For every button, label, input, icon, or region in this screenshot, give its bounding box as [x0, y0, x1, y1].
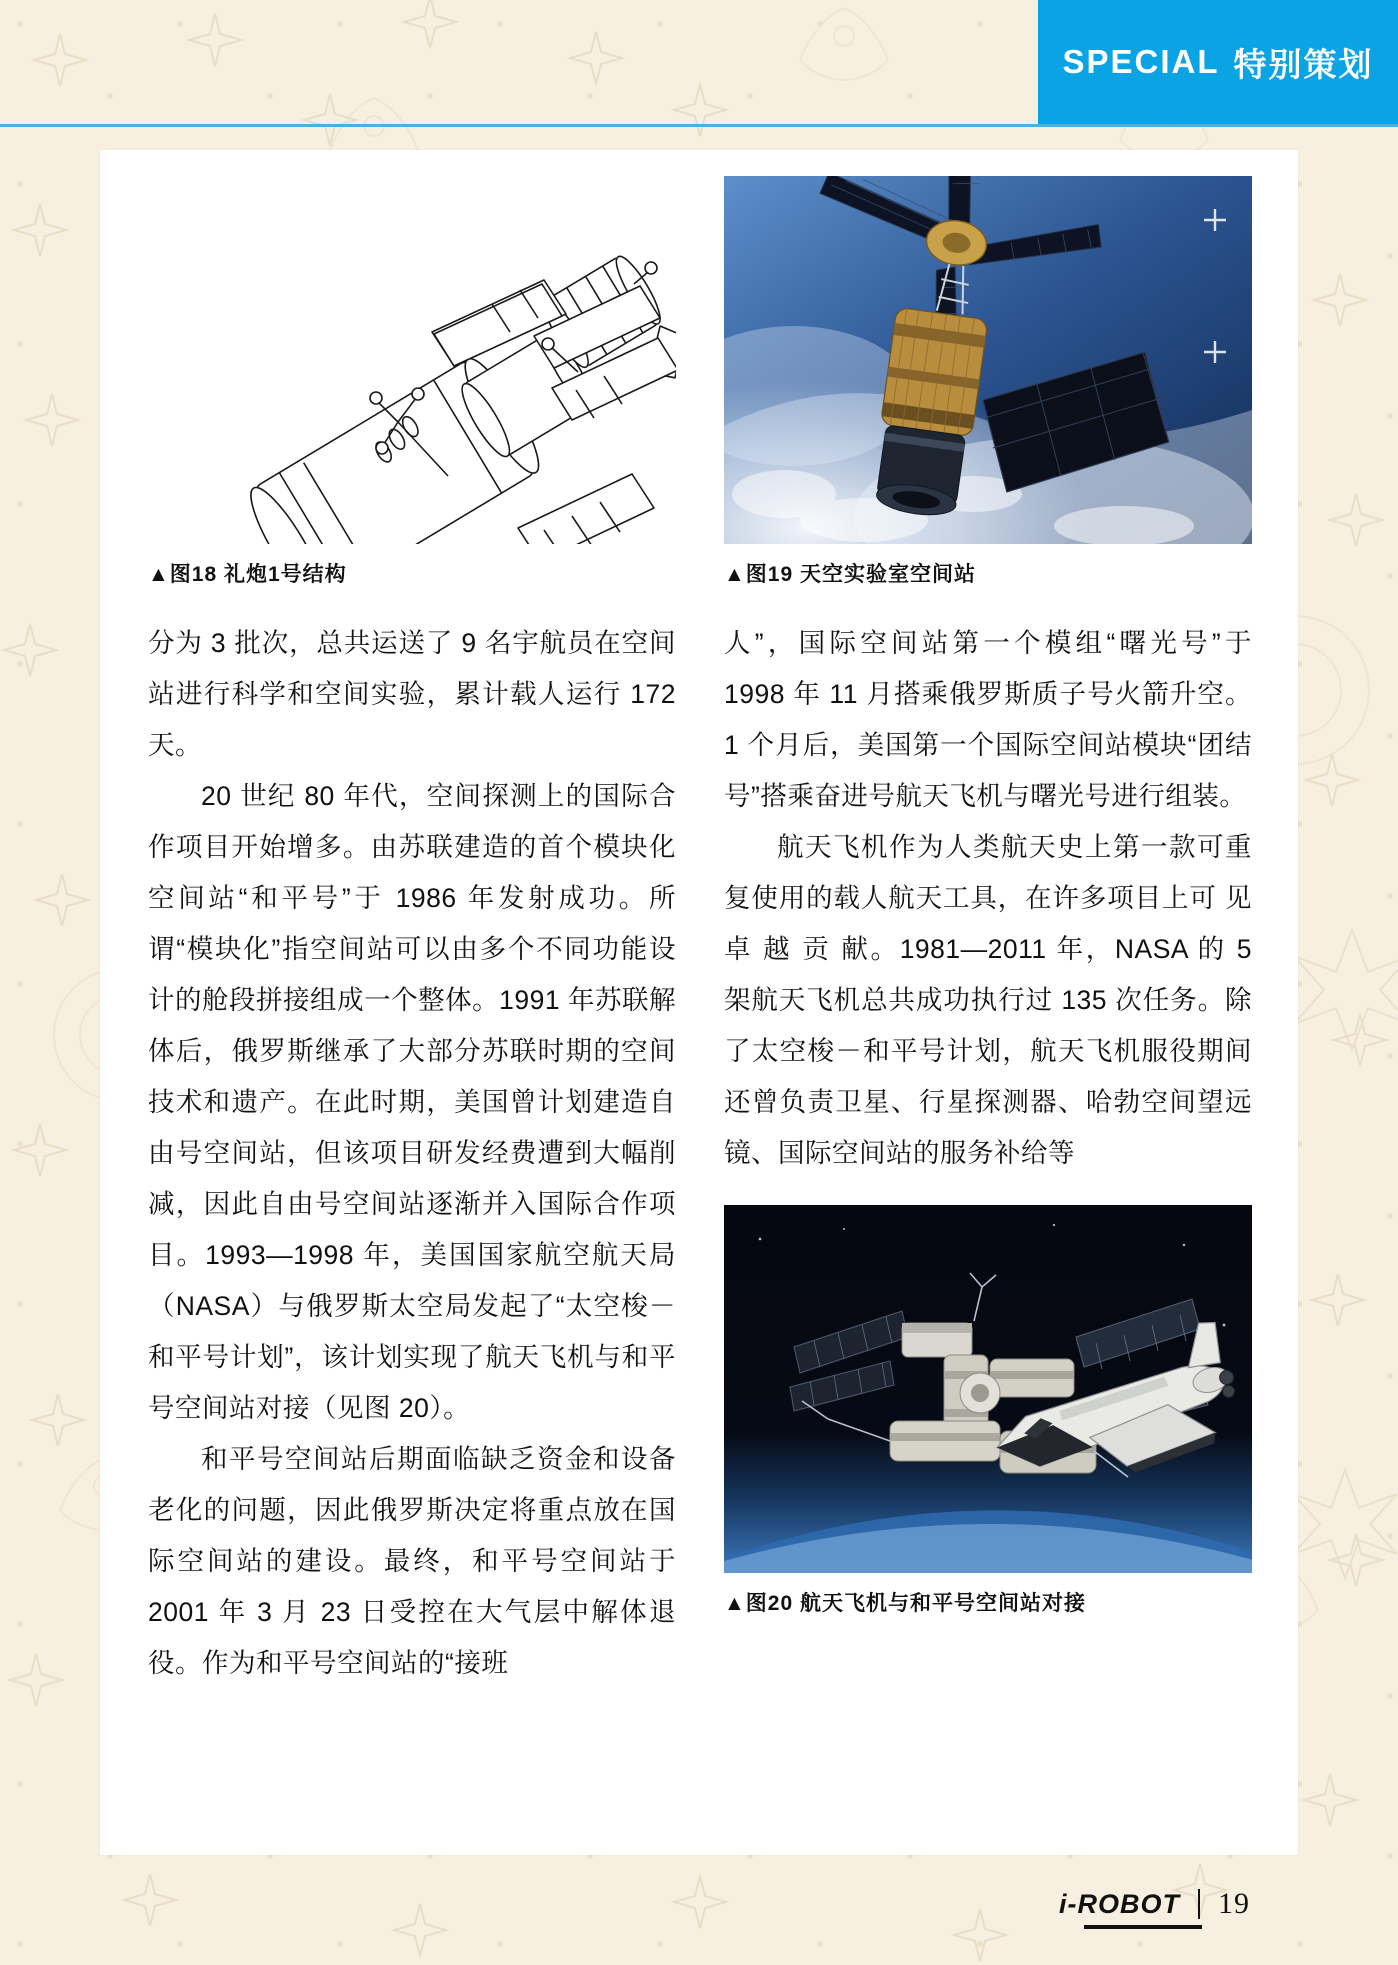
left-column — [148, 618, 676, 1689]
page-number: 19 — [1218, 1887, 1250, 1920]
paragraph: 航天飞机作为人类航天史上第一款可重复使用的载人航天工具，在许多项目上可 见 卓 越 贡 献。1981—2011 年，NASA 的 5 架航天飞机总共成功执行过 135 次任务。除了太空梭－和平号计划，航天飞机服役期间还曾负责卫星、行星探测器、哈勃空间望远镜、国际空间站的服务补给等 — [724, 832, 1252, 1168]
brand-underline — [1084, 1925, 1202, 1929]
brand-logo: i-ROBOT — [1059, 1888, 1180, 1919]
paragraph: 20 世纪 80 年代，空间探测上的国际合作项目开始增多。由苏联建造的首个模块化空间站“和平号”于 1986 年发射成功。所谓“模块化”指空间站可以由多个不同功能设计的舱段拼接组成一个整体。1991 年苏联解体后，俄罗斯继承了大部分苏联时期的空间技术和遗产。在此时期，美国曾计划建造自由号空间站，但该项目研发经费遭到大幅削减，因此自由号空间站逐渐并入国际合作项目。1993—1998 年，美国国家航空航天局（NASA）与俄罗斯太空局发起了“太空梭－和平号计划”，该计划实现了航天飞机与和平号空间站对接（见图 20）。 — [148, 781, 676, 1423]
salyut-1-structure-diagram — [148, 176, 676, 544]
figure-18-caption: ▲图18 礼炮1号结构 — [148, 563, 347, 586]
figure-19 — [724, 176, 1252, 588]
paragraph: 和平号空间站后期面临缺乏资金和设备老化的问题，因此俄罗斯决定将重点放在国际空间站的建设。最终，和平号空间站于 2001 年 3 月 23 日受控在大气层中解体退役。作为和平号空间站的“接班 — [148, 1444, 676, 1678]
shuttle-mir-docking-photo — [724, 1205, 1252, 1573]
figure-19-caption: ▲图19 天空实验室空间站 — [724, 563, 976, 586]
footer-divider — [1198, 1889, 1200, 1919]
article-content — [148, 176, 1252, 1689]
figure-20 — [724, 1205, 1252, 1617]
two-column-text — [148, 618, 1252, 1689]
figure-20-caption: ▲图20 航天飞机与和平号空间站对接 — [724, 1592, 1086, 1615]
section-tag-en: SPECIAL — [1062, 43, 1220, 80]
page-header — [0, 0, 1398, 126]
right-column — [724, 618, 1252, 1689]
figure-18 — [148, 176, 676, 588]
paragraph: 分为 3 批次，总共运送了 9 名宇航员在空间站进行科学和空间实验，累计载人运行 172 天。 — [148, 628, 676, 760]
header-divider — [0, 124, 1398, 127]
section-tag — [1038, 0, 1398, 124]
page-footer — [1059, 1887, 1250, 1921]
section-tag-cn: 特别策划 — [1233, 45, 1374, 83]
skylab-space-station-photo — [724, 176, 1252, 544]
figure-row — [148, 176, 1252, 588]
paragraph: 人”，国际空间站第一个模组“曙光号”于 1998 年 11 月搭乘俄罗斯质子号火箭升空。1 个月后，美国第一个国际空间站模块“团结号”搭乘奋进号航天飞机与曙光号进行组装。 — [724, 628, 1252, 811]
